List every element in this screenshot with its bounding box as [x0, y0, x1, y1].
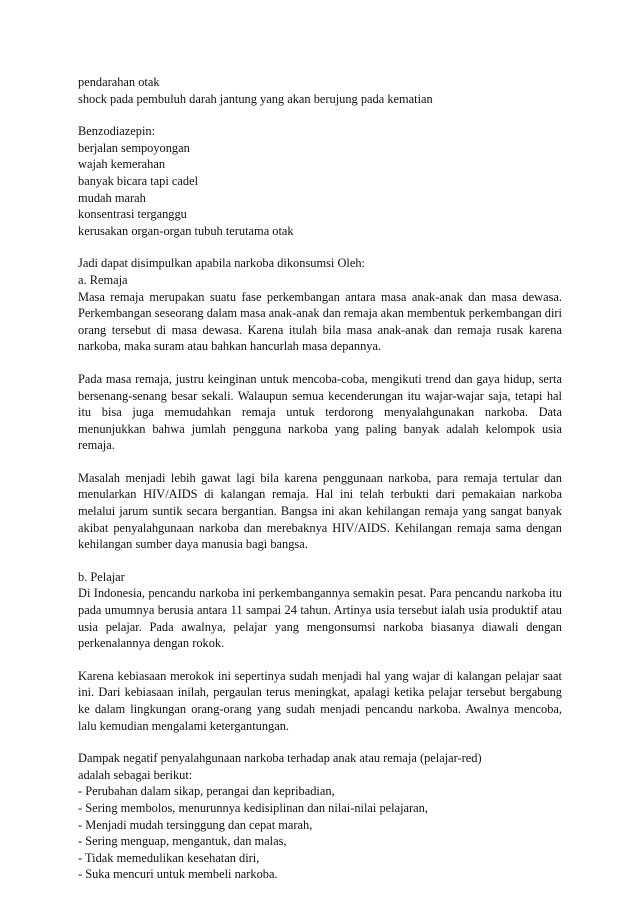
paragraph: Masa remaja merupakan suatu fase perkembangan antara masa anak-anak dan masa dewasa. Perkembangan seseorang dalam masa anak-anak dan remaja akan membentuk perkembangan diri orang tersebut di masa dewasa. Karena itulah bila masa anak-anak dan remaja rusak karena narkoba, maka suram atau bahkan hancurlah masa depannya. [78, 289, 562, 354]
section-heading-benzodiazepin: Benzodiazepin: [78, 124, 156, 139]
spacer [78, 454, 562, 470]
list-item: konsentrasi terganggu [78, 207, 187, 222]
list-item: - Sering membolos, menurunnya kedisiplinan dan nilai-nilai pelajaran, [78, 800, 428, 815]
conclusion-line: Jadi dapat disimpulkan apabila narkoba dikonsumsi Oleh: [78, 256, 365, 271]
spacer [78, 553, 562, 569]
list-item: - Tidak memedulikan kesehatan diri, [78, 850, 260, 865]
paragraph: Pada masa remaja, justru keinginan untuk mencoba-coba, mengikuti trend dan gaya hidup, serta bersenang-senang besar sekali. Walaupun semua kecenderungan itu wajar-wajar saja, tetapi hal itu bisa juga memudahkan remaja untuk terdorong menyalahgunakan narkoba. Data menunjukkan bahwa jumlah pengguna narkoba yang paling banyak adalah kelompok usia remaja. [78, 371, 562, 453]
paragraph: Karena kebiasaan merokok ini sepertinya sudah menjadi hal yang wajar di kalangan pelajar saat ini. Dari kebiasaan inilah, pergaulan terus meningkat, apalagi ketika pelajar tersebut bergabung ke dalam lingkungan orang-orang yang sudah menjadi pencandu narkoba. Awalnya mencoba, lalu kemudian mengalami ketergantungan. [78, 668, 562, 733]
spacer [78, 355, 562, 371]
list-item: - Sering menguap, mengantuk, dan malas, [78, 834, 287, 849]
document-page [78, 74, 562, 883]
paragraph: Masalah menjadi lebih gawat lagi bila karena penggunaan narkoba, para remaja tertular dan menularkan HIV/AIDS di kalangan remaja. Hal ini telah terbukti dari pemakaian narkoba melalui jarum suntik secara bergantian. Bangsa ini akan kehilangan remaja yang sangat banyak akibat penyalahgunaan narkoba dan merebaknya HIV/AIDS. Kehilangan remaja sama dengan kehilangan sumber daya manusia bagi bangsa. [78, 470, 562, 552]
list-item: banyak bicara tapi cadel [78, 173, 199, 188]
list-item: - Perubahan dalam sikap, perangai dan kepribadian, [78, 784, 335, 799]
spacer [78, 652, 562, 668]
text-line: shock pada pembuluh darah jantung yang akan berujung pada kematian [78, 91, 433, 106]
paragraph: Di Indonesia, pencandu narkoba ini perkembangannya semakin pesat. Para pencandu narkoba itu pada umumnya berusia antara 11 sampai 24 tahun. Artinya usia tersebut ialah usia produktif atau usia pelajar. Pada awalnya, pelajar yang mengonsumsi narkoba biasanya diawali dengan perkenalannya dengan rokok. [78, 586, 562, 651]
list-item: mudah marah [78, 190, 146, 205]
list-item: - Suka mencuri untuk membeli narkoba. [78, 867, 278, 882]
list-item: kerusakan organ-organ tubuh terutama otak [78, 223, 294, 238]
spacer [78, 107, 562, 123]
dampak-intro: adalah sebagai berikut: [78, 767, 193, 782]
list-item: wajah kemerahan [78, 157, 166, 172]
section-heading-pelajar: b. Pelajar [78, 569, 125, 584]
text-line: pendarahan otak [78, 75, 160, 89]
section-heading-remaja: a. Remaja [78, 272, 128, 287]
spacer [78, 239, 562, 255]
spacer [78, 734, 562, 750]
dampak-intro: Dampak negatif penyalahgunaan narkoba terhadap anak atau remaja (pelajar-red) [78, 751, 482, 766]
list-item: berjalan sempoyongan [78, 140, 190, 155]
list-item: - Menjadi mudah tersinggung dan cepat marah, [78, 817, 313, 832]
